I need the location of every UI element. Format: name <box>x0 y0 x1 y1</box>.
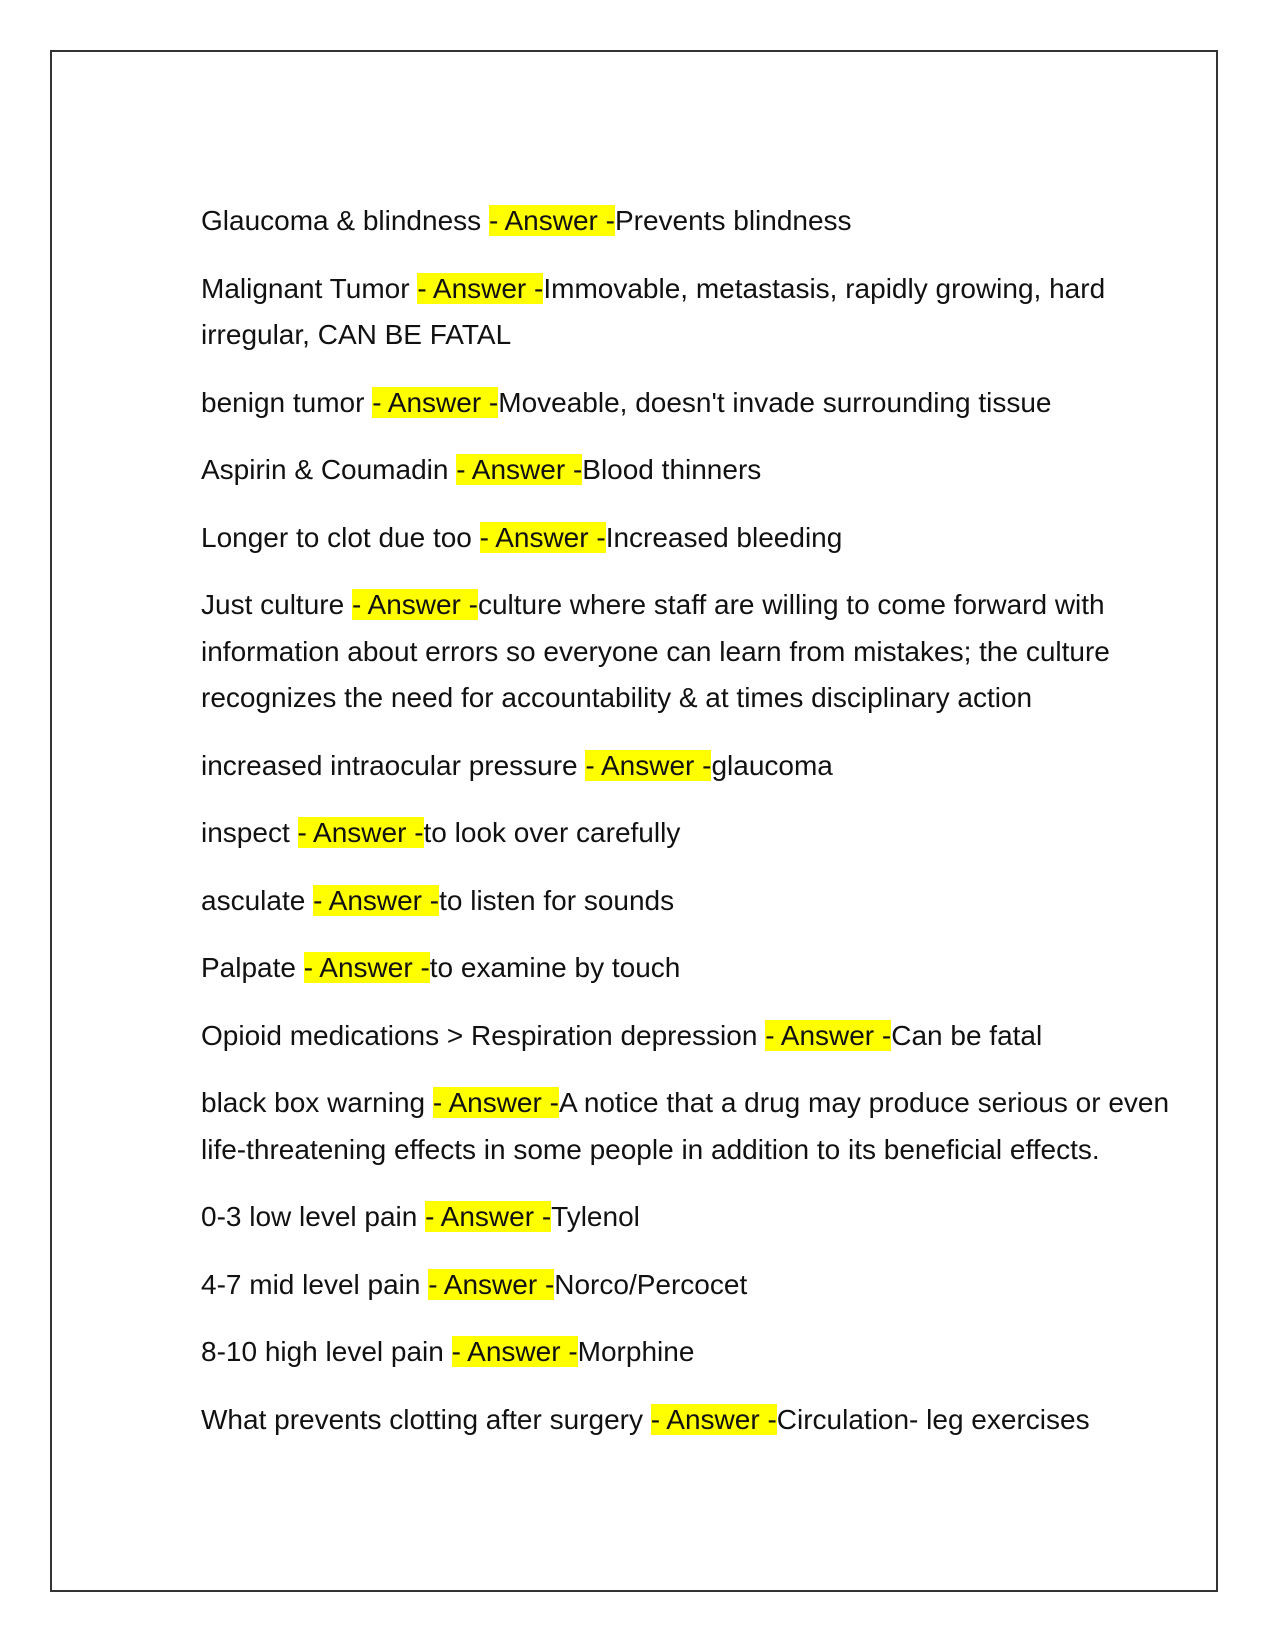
term: Palpate <box>201 952 304 983</box>
qa-item <box>201 1080 1181 1173</box>
term: What prevents clotting after surgery <box>201 1403 651 1435</box>
answer-marker: - Answer - <box>417 272 544 304</box>
answer-marker: - Answer - <box>313 884 440 916</box>
qa-item <box>201 878 1181 925</box>
qa-item <box>201 945 1181 992</box>
answer-marker: - Answer - <box>351 589 478 620</box>
answer-marker: - Answer - <box>765 1019 892 1051</box>
answer: A notice that a drug may produce serious or even life-threatening effects in some people in addition to its beneficial effects. <box>201 1087 1170 1165</box>
answer: Immovable, metastasis, rapidly growing, hard irregular, CAN BE FATAL <box>201 272 1106 350</box>
term: increased intraocular pressure <box>201 749 586 781</box>
qa-list <box>201 198 1181 1464</box>
answer-marker: - Answer - <box>428 1268 555 1300</box>
answer: Blood thinners <box>582 454 762 485</box>
qa-item <box>201 447 1181 494</box>
answer: culture where staff are willing to come forward with information about errors so everyone can learn from mistakes; the culture recognizes the need for accountability & at times disciplinary action <box>201 589 1110 713</box>
answer-marker: - Answer - <box>650 1403 777 1435</box>
term: 0-3 low level pain <box>201 1201 426 1232</box>
qa-item <box>201 1013 1181 1060</box>
qa-item <box>201 1397 1181 1444</box>
term: asculate <box>201 884 314 916</box>
answer-marker: - Answer - <box>372 386 499 418</box>
answer: Tylenol <box>551 1201 640 1232</box>
term: Just culture <box>201 589 352 620</box>
term: black box warning <box>201 1087 433 1118</box>
qa-item <box>201 515 1181 562</box>
answer-marker: - Answer - <box>425 1201 552 1232</box>
answer-marker: - Answer - <box>488 205 615 236</box>
qa-item <box>201 266 1181 359</box>
qa-item <box>201 1194 1181 1241</box>
answer: Moveable, doesn't invade surrounding tissue <box>498 386 1052 418</box>
answer: Increased bleeding <box>605 521 843 553</box>
answer: Circulation- leg exercises <box>776 1403 1090 1435</box>
qa-item <box>201 1262 1181 1309</box>
term: 4-7 mid level pain <box>201 1268 429 1300</box>
answer-marker: - Answer - <box>297 817 424 848</box>
qa-item <box>201 380 1181 427</box>
answer-marker: - Answer - <box>432 1087 559 1118</box>
term: benign tumor <box>201 386 373 418</box>
term: Glaucoma & blindness <box>201 205 489 236</box>
term: Malignant Tumor <box>201 272 418 304</box>
answer-marker: - Answer - <box>303 952 430 983</box>
page-frame <box>50 50 1218 1592</box>
qa-item <box>201 743 1181 790</box>
answer: Norco/Percocet <box>554 1268 748 1300</box>
term: inspect <box>201 817 298 848</box>
qa-item <box>201 1329 1181 1376</box>
answer-marker: - Answer - <box>451 1336 578 1367</box>
answer: to listen for sounds <box>439 884 675 916</box>
qa-item <box>201 810 1181 857</box>
term: 8-10 high level pain <box>201 1336 452 1367</box>
answer: Prevents blindness <box>614 205 852 236</box>
answer-marker: - Answer - <box>585 749 712 781</box>
answer-marker: - Answer - <box>456 454 583 485</box>
answer: glaucoma <box>711 749 833 781</box>
answer: to look over carefully <box>423 817 681 848</box>
term: Opioid medications > Respiration depression <box>201 1019 766 1051</box>
answer-marker: - Answer - <box>479 521 606 553</box>
qa-item <box>201 198 1181 245</box>
answer: Morphine <box>577 1336 695 1367</box>
answer: to examine by touch <box>429 952 681 983</box>
qa-item <box>201 582 1181 722</box>
term: Aspirin & Coumadin <box>201 454 457 485</box>
answer: Can be fatal <box>891 1019 1043 1051</box>
term: Longer to clot due too <box>201 521 480 553</box>
